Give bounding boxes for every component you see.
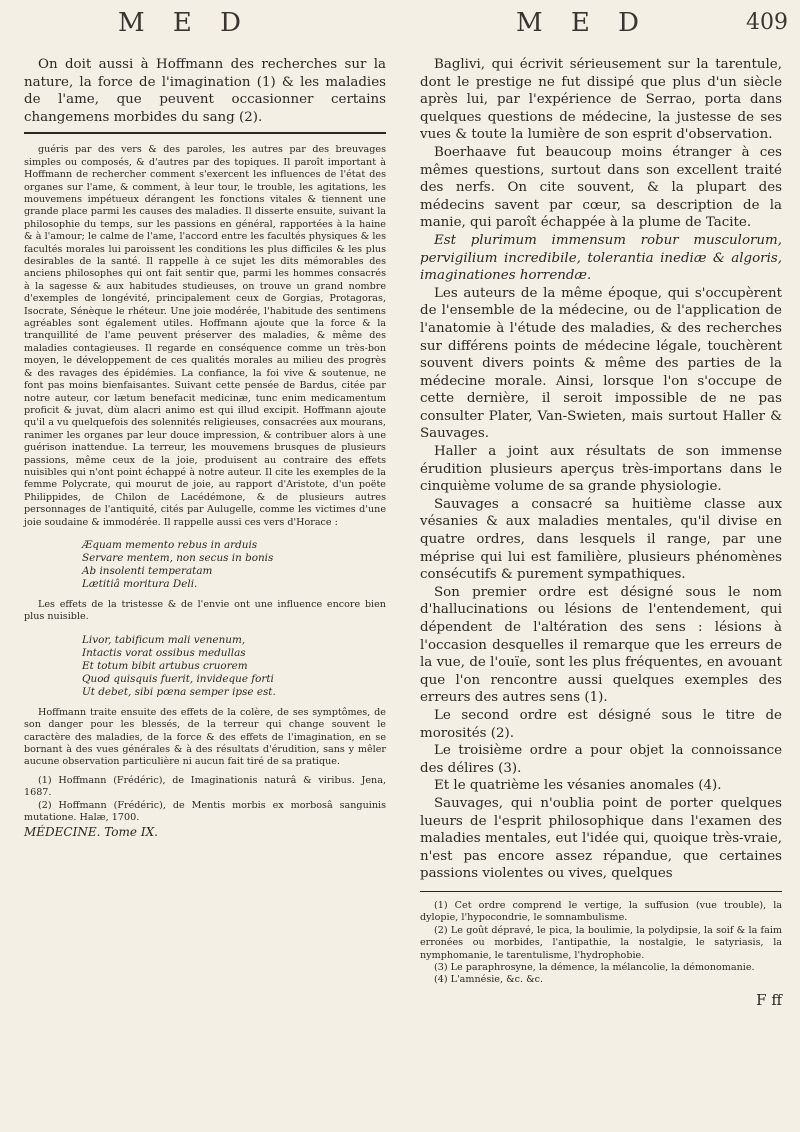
body-paragraph: Sauvages, qui n'oublia point de porter quelques lueurs de l'esprit philosophique dans l'examen des maladies mentales, eut l'idée qui, quoique très-vraie, n'est pas encore assez répandue, que certaines passions violentes ou vives, quelques — [420, 795, 782, 882]
right-column — [420, 56, 782, 1009]
footnote: (1) Hoffmann (Frédéric), de Imaginationis naturâ & viribus. Jena, 1687. — [24, 774, 386, 799]
footnote: (2) Hoffmann (Frédéric), de Mentis morbis ex morbosâ sanguinis mutatione. Halæ, 1700. — [24, 799, 386, 824]
running-head-right: M E D — [516, 8, 649, 38]
body-paragraph: Le troisième ordre a pour objet la connoissance des délires (3). — [420, 743, 782, 776]
verse-line: Lætitiâ moritura Deli. — [82, 577, 198, 590]
body-paragraph: Et le quatrième les vésanies anomales (4). — [434, 778, 722, 794]
page-number: 409 — [746, 10, 788, 35]
note-paragraph: guéris par des vers & des paroles, les autres par des breuvages simples ou composés, & d'autres par des topiques. Il paroît important à Hoffmann de rechercher comment s'exercent les influences de l'état des organes sur l'ame, & comment, à leur tour, le trouble, les agitations, les mouvemens impétueux dérangent les fonctions vitales & tiennent une grande place parmi les causes des maladies. Il disserte ensuite, suivant la philosophie du temps, sur les passions en général, rapportées à la haine & à l'amour; le calme de l'ame, l'accord entre les facultés physiques & les facultés morales lui paroissent les conditions les plus difficiles & les plus desirables de la santé. Il rappelle à ce sujet les dits mémorables des anciens philosophes qui ont fait sentir que, parmi les hommes consacrés à la sagesse & aux habitudes studieuses, on trouve un grand nombre d'exemples de longévité, principalement ceux de Gorgias, Protagoras, Isocrate, Sénèque le rhéteur. Une joie modérée, l'habitude des sentimens agréables sont également utiles. Hoffmann ajoute que la force & la tranquillité de l'ame peuvent préserver des maladies, & même des maladies contagieuses. Il regarde en conséquence comme un très-bon moyen, le développement de ces qualités morales au milieu des progrès & des ravages des épidémies. La confiance, la foi vive & soutenue, ne font pas moins bienfaisantes. Suivant cette pensée de Bardus, citée par notre auteur, cor lætum benefacit medicinæ, tunc enim medicamentum proficit & juvat, dùm alacri animo est qui illud excipit. Hoffmann ajoute qu'il a vu quelquefois des solennités religieuses, consacrées aux mourans, ranimer les organes par leur douce impression, & contribuer alors à une guérison inattendue. La terreur, les mouvemens brusques de plusieurs passions, même ceux de la joie, produisent au contraire des effets nuisibles qui n'ont point échappé à notre auteur. Il cite les exemples de la femme Polycrate, qui mourut de joie, au rapport d'Aristote, d'un poëte Philippides, de Chilon de Lacédémone, & de plusieurs autres personnages de l'antiquité, cités par Aulugelle, comme les victimes d'une joie soudaine & immodérée. Il rappelle aussi ces vers d'Horace : — [24, 144, 386, 528]
footnote: (1) Cet ordre comprend le vertige, la suffusion (vue trouble), la dylopie, l'hypocondrie, le somnambulisme. — [420, 899, 782, 924]
body-paragraph: Haller a joint aux résultats de son immense érudition plusieurs aperçus très-importans dans le cinquième volume de sa grande physiologie. — [420, 444, 782, 495]
envy-verse — [82, 634, 386, 699]
body-paragraph: Boerhaave fut beaucoup moins étranger à ces mêmes questions, surtout dans son excellent traité des nerfs. On cite souvent, & la plupart des médecins savent par cœur, sa description de la manie, qui paroît échappée à la plume de Tacite. — [420, 144, 782, 231]
signature-mark: F ff — [756, 990, 782, 1009]
divider — [24, 132, 386, 134]
note-paragraph: Les effets de la tristesse & de l'envie ont une influence encore bien plus nuisible. — [24, 598, 386, 623]
left-column — [24, 56, 386, 839]
verse-line: Livor, tabificum mali venenum, — [82, 633, 246, 646]
footnote: (2) Le goût dépravé, le pica, la boulimie, la polydipsie, la soif & la faim erronées ou morbides, l'antipathie, la nostalgie, le satyriasis, la nymphomanie, le tarentulisme, l'hydrophobie. — [420, 924, 782, 961]
verse-line: Æquam memento rebus in arduis — [82, 538, 258, 551]
verse-line: Quod quisquis fuerit, invideque forti — [82, 672, 274, 685]
body-paragraph: Son premier ordre est désigné sous le nom d'hallucinations ou lésions de l'entendement, qui dépendent de l'altération des sens : lésions à l'occasion desquelles il remarque que les erreurs de la vue, de l'ouïe, sont les plus fréquentes, en avouant que l'on rencontre aussi quelques exemples des erreurs des autres sens (1). — [420, 584, 782, 706]
verse-line: Ut debet, sibi pœna semper ipse est. — [82, 685, 276, 698]
body-paragraph: Le second ordre est désigné sous le titre de morosités (2). — [420, 707, 782, 741]
horace-verse — [82, 539, 386, 591]
verse-line: Servare mentem, non secus in bonis — [82, 551, 274, 564]
verse-line: Et totum bibit artubus cruorem — [82, 659, 248, 672]
body-paragraph: Les auteurs de la même époque, qui s'occupèrent de l'ensemble de la médecine, ou de l'application de l'anatomie à l'étude des maladies, & des recherches sur différens points de médecine légale, touchèrent souvent divers points & même des parties de la médecine morale. Ainsi, lorsque l'on s'occupe de cette dernière, il seroit impossible de ne pas consulter Plater, Van-Swieten, mais surtout Haller & Sauvages. — [420, 285, 782, 442]
body-paragraph: Baglivi, qui écrivit sérieusement sur la tarentule, dont le prestige ne fut dissipé que plus d'un siècle après lui, par l'expérience de Serrao, porta dans quelques questions de médecine, la justesse de ses vues & toute la lumière de son esprit d'observation. — [420, 57, 782, 143]
footnote: (4) L'amnésie, &c. &c. — [434, 974, 544, 986]
verse-line: Ab insolenti temperatam — [82, 564, 213, 577]
running-footer: MÉDECINE. Tome IX. — [24, 825, 158, 840]
footnote: (3) Le paraphrosyne, la démence, la mélancolie, la démonomanie. — [434, 961, 755, 973]
footnote-divider — [420, 891, 782, 892]
running-head-left: M E D — [118, 8, 251, 38]
verse-line: Intactis vorat ossibus medullas — [82, 646, 246, 659]
note-paragraph: Hoffmann traite ensuite des effets de la colère, de ses symptômes, de son danger pour les blessés, de la terreur qui change souvent le caractère des maladies, de la force & des effets de l'imagination, en se bornant à des vues générales & à des résultats d'érudition, sans y mêler aucune observation particulière ni aucun fait tiré de sa pratique. — [24, 706, 386, 768]
body-paragraph: Sauvages a consacré sa huitième classe aux vésanies & aux maladies mentales, qu'il divise en quatre ordres, dans lesquels il range, par une méprise qui lui est familière, plusieurs phénomènes consécutifs & purement sympathiques. — [420, 496, 782, 583]
latin-quote: Est plurimum immensum robur musculorum, pervigilium incredibile, tolerantia inediæ & algoris, imaginationes horrendæ. — [420, 232, 782, 284]
intro-paragraph: On doit aussi à Hoffmann des recherches sur la nature, la force de l'imagination (1) & les maladies de l'ame, que peuvent occasionner certains changemens morbides du sang (2). — [24, 57, 386, 125]
